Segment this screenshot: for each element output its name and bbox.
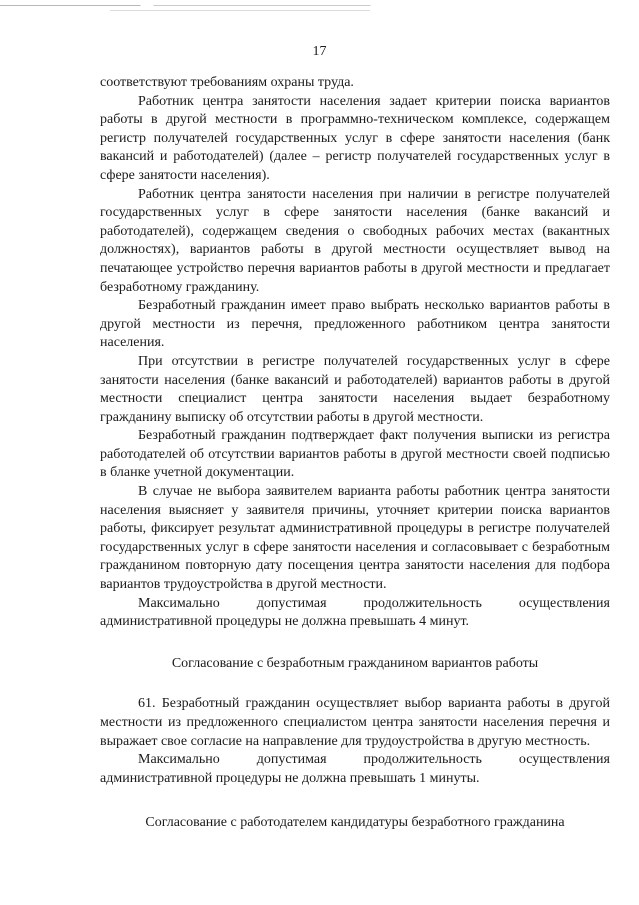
document-body	[100, 74, 610, 833]
duration-line: Максимально допустимая продолжительность осуществления	[138, 595, 610, 611]
scan-artifact-line	[0, 5, 639, 6]
duration-line: Максимально допустимая продолжительность осуществления	[138, 752, 610, 768]
paragraph: При отсутствии в регистре получателей государственных услуг в сфере занятости населения (банке вакансий и работодателей) вариантов работы в другой местности специалист центра занятости населения выдает безработному гражданину выписку об отсутствии работы в другой местности.	[100, 353, 610, 425]
paragraph: Работник центра занятости населения при наличии в регистре получателей государственных услуг в сфере занятости населения (банке вакансий и работодателей), содержащем сведения о свободных рабочих местах (вакантных должностях), вариантов работы в другой местности осуществляет вывод на печатающее устройство перечня вариантов работы в другой местности и предлагает безработному гражданину.	[100, 186, 610, 295]
paragraph-item-61: 61. Безработный гражданин осуществляет выбор варианта работы в другой местности из предложенного специалистом центра занятости населения перечня и выражает свое согласие на направление для трудоустройства в другую местность.	[100, 696, 610, 749]
paragraph: Безработный гражданин имеет право выбрать несколько вариантов работы в другой местности из перечня, предложенного работником центра занятости населения.	[100, 298, 610, 351]
duration-text: административной процедуры не должна превышать 4 минут.	[100, 614, 470, 630]
paragraph: Работник центра занятости населения задает критерии поиска вариантов работы в другой местности в программно-техническом комплексе, содержащем регистр получателей государственных услуг в сфере занятости населения (банк вакансий и работодателей) (далее – регистр получателей государственных услуг в сфере занятости населения).	[100, 93, 610, 183]
paragraph: В случае не выбора заявителем варианта работы работник центра занятости населения выясняет у заявителя причины, уточняет критерии поиска вариантов работы, фиксирует результат административной процедуры в регистре получателей государственных услуг в сфере занятости населения и согласовывает с безработным гражданином повторную дату посещения центра занятости населения для подбора вариантов трудоустройства в другой местности.	[100, 484, 610, 593]
scan-artifact-line	[110, 10, 370, 11]
page-number: 17	[312, 44, 327, 59]
paragraph-continuation: соответствуют требованиям охраны труда.	[100, 75, 354, 90]
duration-text: административной процедуры не должна превышать 1 минуты.	[100, 770, 480, 786]
paragraph: Безработный гражданин подтверждает факт получения выписки из регистра работодателей об отсутствии вариантов работы в другой местности своей подписью в бланке учетной документации.	[100, 428, 610, 481]
section-heading: Согласование с работодателем кандидатуры безработного гражданина	[145, 815, 565, 831]
section-heading: Согласование с безработным гражданином вариантов работы	[171, 655, 539, 671]
